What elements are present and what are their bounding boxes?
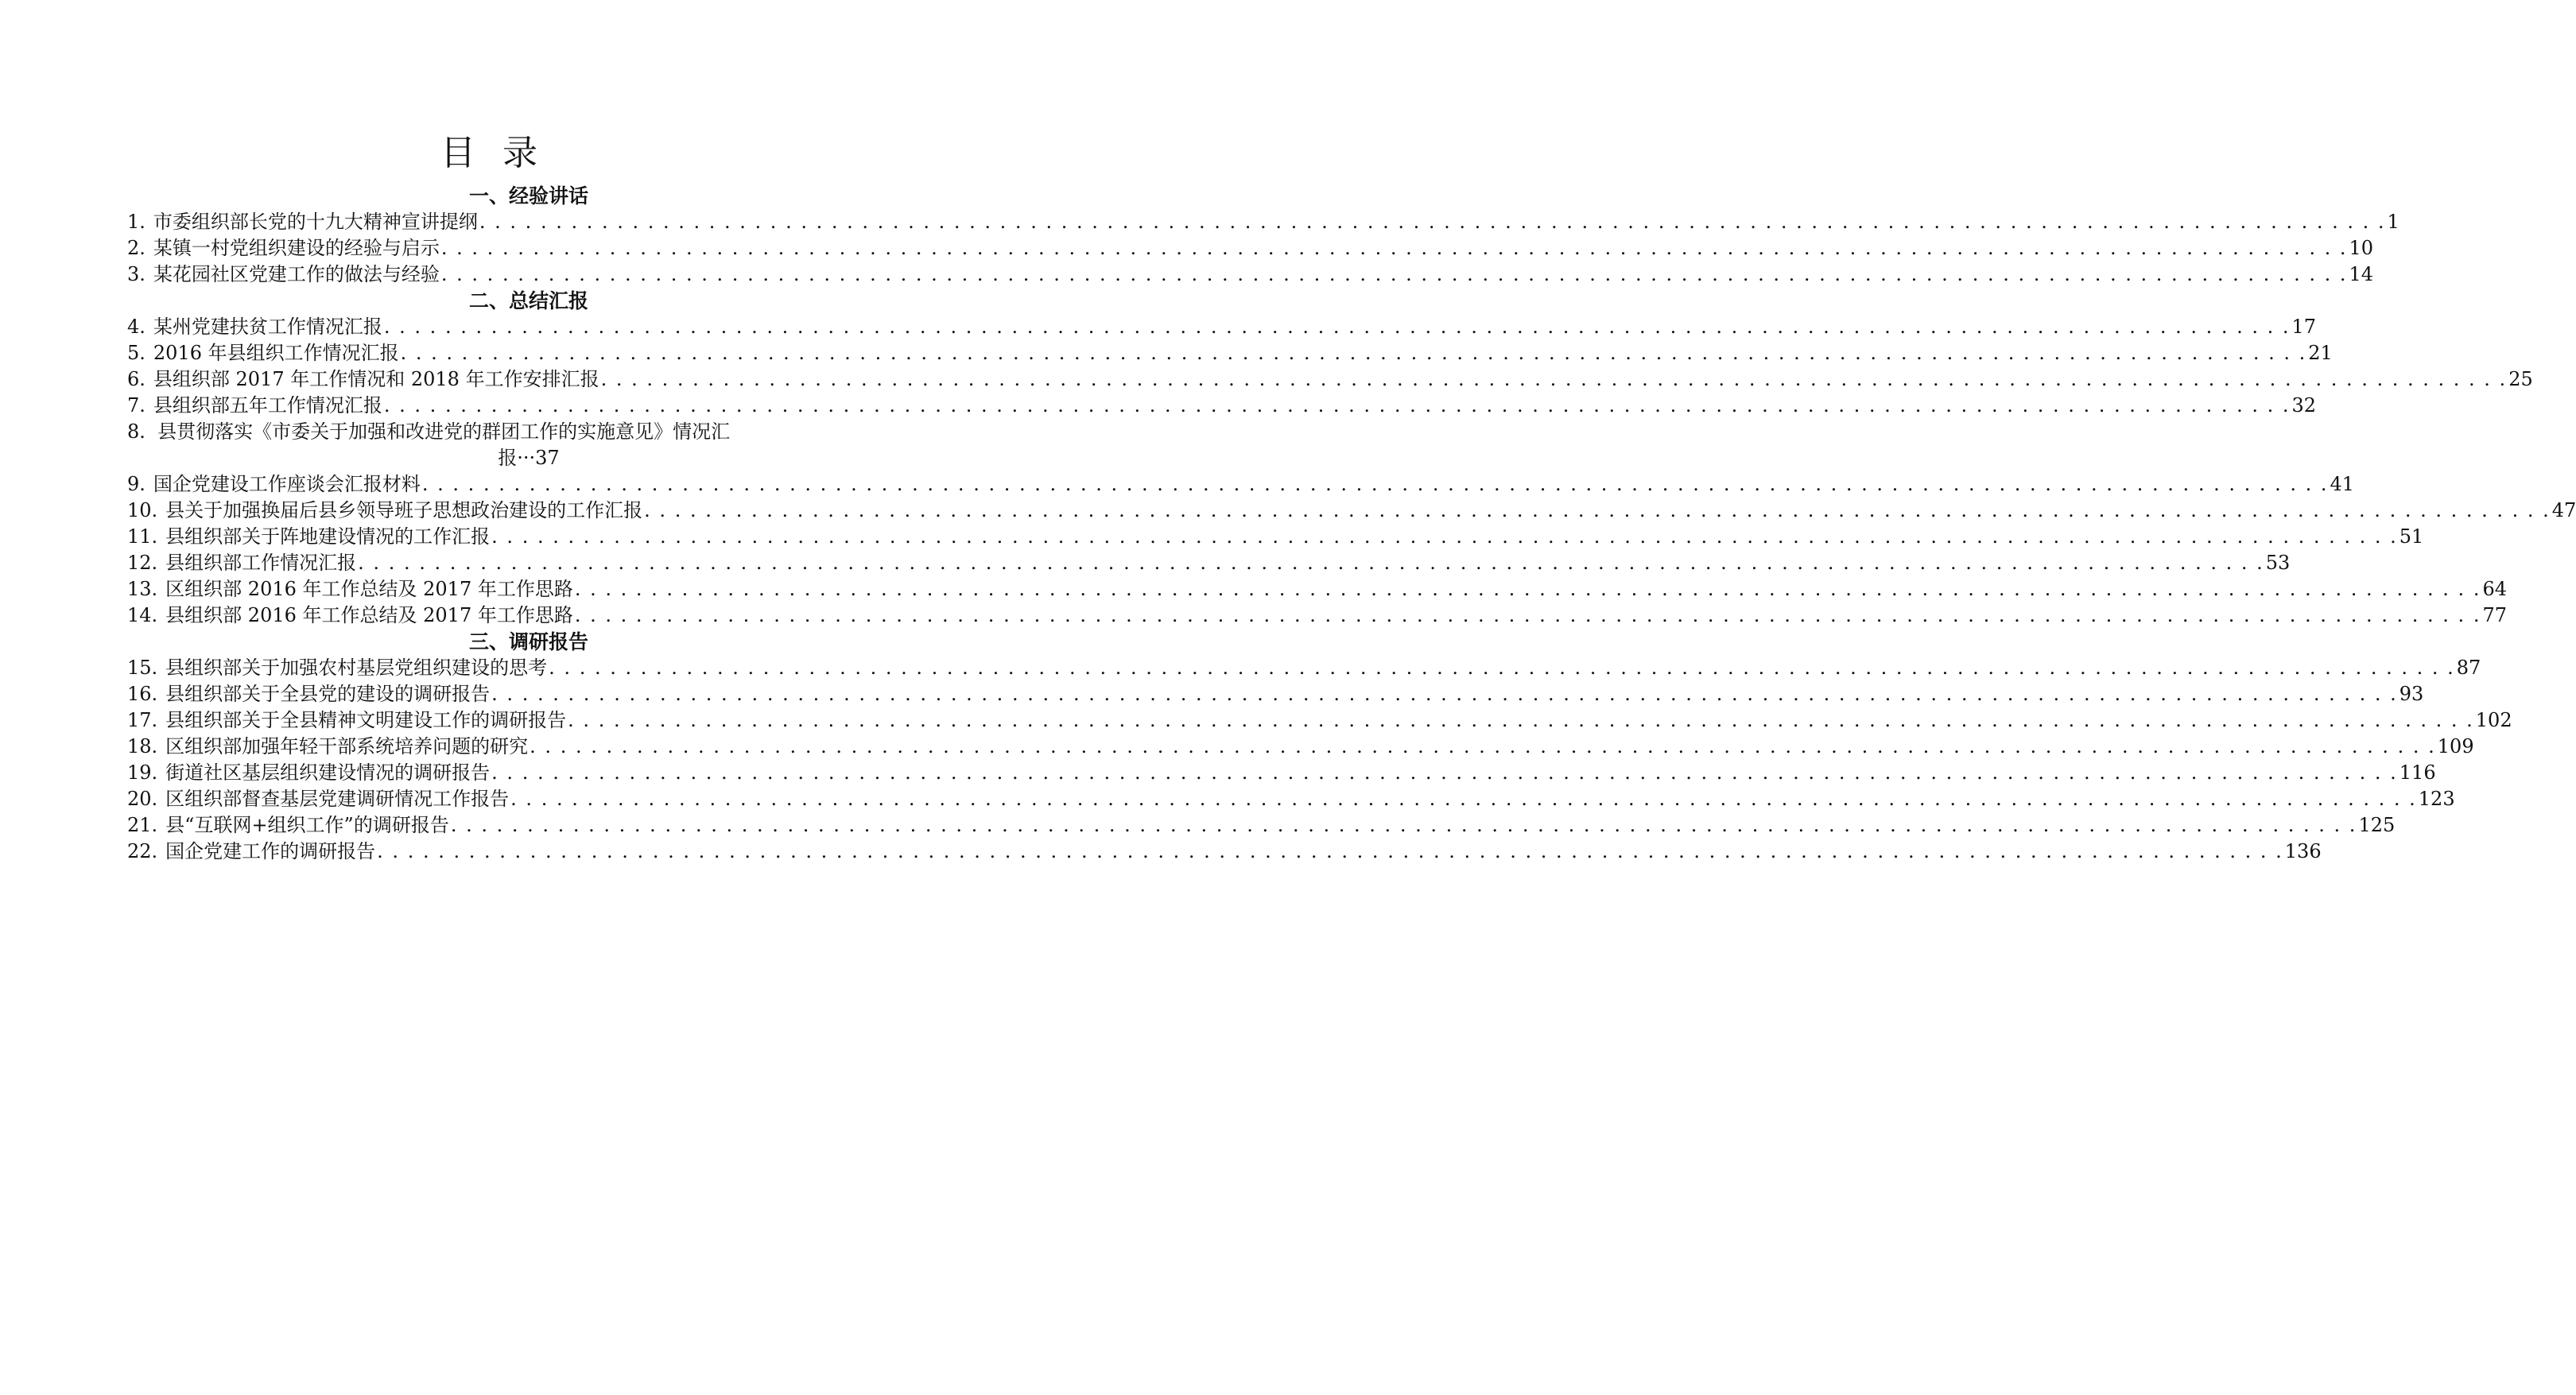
toc-entry[interactable] [127, 209, 2399, 235]
toc-entry-title: 县组织部五年工作情况汇报 [153, 394, 382, 417]
dot-leader [510, 786, 2417, 812]
toc-entry-title: 2016 年县组织工作情况汇报 [153, 342, 399, 364]
dot-leader [401, 340, 2307, 366]
toc-entry-number: 2. [127, 237, 145, 259]
section-heading: 二、总结汇报 [468, 289, 588, 312]
toc-entry[interactable] [127, 655, 2481, 681]
toc-entry[interactable] [127, 576, 2507, 603]
toc-entry-page-number: 1 [2387, 211, 2399, 233]
toc-entry-title: 国企党建设工作座谈会汇报材料 [153, 473, 421, 495]
toc-entry-title: 县贯彻落实《市委关于加强和改进党的群团工作的实施意见》情况汇 [157, 420, 731, 443]
dot-leader [644, 498, 2551, 524]
toc-entry-title-continued: 报···37 [498, 447, 560, 469]
toc-entry-title: 县关于加强换届后县乡领导班子思想政治建设的工作汇报 [165, 499, 643, 521]
dot-leader [568, 707, 2474, 734]
dot-leader [479, 209, 2386, 235]
toc-entry-page-number: 123 [2418, 788, 2455, 810]
table-of-contents [127, 183, 2576, 865]
toc-entry-title: 某州党建扶贫工作情况汇报 [153, 316, 382, 338]
toc-entry[interactable] [127, 681, 2424, 707]
toc-entry-page-number: 116 [2399, 761, 2436, 784]
toc-entry-number: 18. [127, 735, 158, 758]
toc-entry-page-number: 125 [2358, 814, 2396, 836]
toc-entry-title: 县“互联网+组织工作”的调研报告 [165, 814, 449, 836]
toc-entry[interactable] [127, 812, 2396, 839]
toc-entry-page-number: 102 [2475, 709, 2512, 731]
toc-entry-title: 区组织部 2016 年工作总结及 2017 年工作思路 [165, 578, 573, 600]
toc-entry-title: 区组织部督查基层党建调研情况工作报告 [165, 788, 510, 810]
section-heading: 三、调研报告 [468, 630, 588, 653]
toc-entry[interactable] [127, 550, 2291, 576]
toc-entry[interactable] [127, 603, 2507, 629]
toc-entry-number: 20. [127, 788, 158, 810]
toc-entry-page-number: 25 [2508, 368, 2533, 390]
toc-entry[interactable] [127, 366, 2533, 393]
toc-entry-number: 15. [127, 657, 158, 679]
toc-entry-page-number: 53 [2265, 552, 2291, 574]
toc-entry-number: 5. [127, 342, 145, 364]
toc-entry[interactable] [127, 471, 2355, 498]
toc-entry-number: 3. [127, 263, 145, 285]
dot-leader [422, 471, 2329, 498]
dot-leader [575, 576, 2481, 603]
dot-leader [601, 366, 2508, 393]
toc-entry-number: 8. [127, 420, 145, 443]
toc-entry-page-number: 77 [2482, 604, 2507, 626]
dot-leader [530, 734, 2436, 760]
page-title: 目 录 [440, 133, 545, 173]
toc-entry-title: 国企党建工作的调研报告 [165, 840, 376, 862]
dot-leader [491, 760, 2398, 786]
toc-entry-title: 县组织部 2017 年工作情况和 2018 年工作安排汇报 [153, 368, 599, 390]
toc-entry-title: 县组织部关于全县党的建设的调研报告 [165, 683, 491, 705]
toc-entry-number: 12. [127, 552, 158, 574]
toc-entry-page-number: 93 [2399, 683, 2424, 705]
dot-leader [358, 550, 2264, 576]
toc-entry[interactable] [127, 524, 2424, 550]
toc-entry-title: 某镇一村党组织建设的经验与启示 [153, 237, 440, 259]
dot-leader [384, 314, 2291, 340]
toc-entry-page-number: 14 [2349, 263, 2374, 285]
toc-entry-line [127, 419, 930, 445]
toc-entry-page-number: 32 [2291, 394, 2317, 417]
toc-entry-page-number: 64 [2482, 578, 2507, 600]
toc-entry-page-number: 17 [2291, 316, 2317, 338]
toc-entry-page-number: 51 [2399, 525, 2424, 548]
dot-leader [441, 235, 2348, 262]
toc-entry-number: 22. [127, 840, 158, 862]
toc-entry-number: 19. [127, 761, 158, 784]
toc-entry[interactable] [127, 734, 2474, 760]
toc-entry-number: 7. [127, 394, 145, 417]
dot-leader [491, 681, 2398, 707]
dot-leader [441, 262, 2348, 288]
toc-entry-page-number: 10 [2349, 237, 2374, 259]
section-heading: 一、经验讲话 [468, 184, 588, 207]
toc-entry-page-number: 41 [2330, 473, 2355, 495]
toc-entry-title: 县组织部工作情况汇报 [165, 552, 357, 574]
toc-entry[interactable] [127, 419, 930, 471]
toc-entry-number: 17. [127, 709, 158, 731]
toc-entry-title: 街道社区基层组织建设情况的调研报告 [165, 761, 491, 784]
toc-entry-number: 13. [127, 578, 158, 600]
dot-leader [575, 603, 2481, 629]
dot-leader [377, 839, 2283, 865]
toc-entry-title: 市委组织部长党的十九大精神宣讲提纲 [153, 211, 478, 233]
toc-entry-page-number: 87 [2456, 657, 2481, 679]
toc-entry-title: 县组织部 2016 年工作总结及 2017 年工作思路 [165, 604, 573, 626]
dot-leader [384, 393, 2291, 419]
toc-entry-page-number: 109 [2437, 735, 2474, 758]
toc-entry-page-number: 21 [2308, 342, 2333, 364]
toc-entry[interactable] [127, 760, 2436, 786]
toc-entry[interactable] [127, 498, 2576, 524]
toc-entry-number: 21. [127, 814, 158, 836]
toc-entry[interactable] [127, 393, 2317, 419]
toc-entry-number: 4. [127, 316, 145, 338]
toc-entry-title: 区组织部加强年轻干部系统培养问题的研究 [165, 735, 529, 758]
toc-entry[interactable] [127, 235, 2374, 262]
toc-entry-page-number: 136 [2284, 840, 2322, 862]
toc-entry-title: 县组织部关于阵地建设情况的工作汇报 [165, 525, 491, 548]
toc-entry[interactable] [127, 707, 2512, 734]
dot-leader [451, 812, 2357, 839]
toc-entry-number: 14. [127, 604, 158, 626]
dot-leader [549, 655, 2455, 681]
toc-entry[interactable] [127, 262, 2374, 288]
toc-entry-number: 9. [127, 473, 145, 495]
toc-entry-number: 10. [127, 499, 158, 521]
toc-entry-number: 6. [127, 368, 145, 390]
toc-entry-number: 1. [127, 211, 145, 233]
toc-entry[interactable] [127, 839, 2322, 865]
toc-entry[interactable] [127, 786, 2455, 812]
toc-entry-title: 县组织部关于全县精神文明建设工作的调研报告 [165, 709, 567, 731]
toc-entry-number: 11. [127, 525, 158, 548]
toc-entry-number: 16. [127, 683, 158, 705]
toc-entry[interactable] [127, 314, 2317, 340]
dot-leader [491, 524, 2398, 550]
toc-entry-page-number: 47 [2551, 499, 2576, 521]
toc-entry-title: 某花园社区党建工作的做法与经验 [153, 263, 440, 285]
toc-entry[interactable] [127, 340, 2333, 366]
toc-entry-title: 县组织部关于加强农村基层党组织建设的思考 [165, 657, 548, 679]
